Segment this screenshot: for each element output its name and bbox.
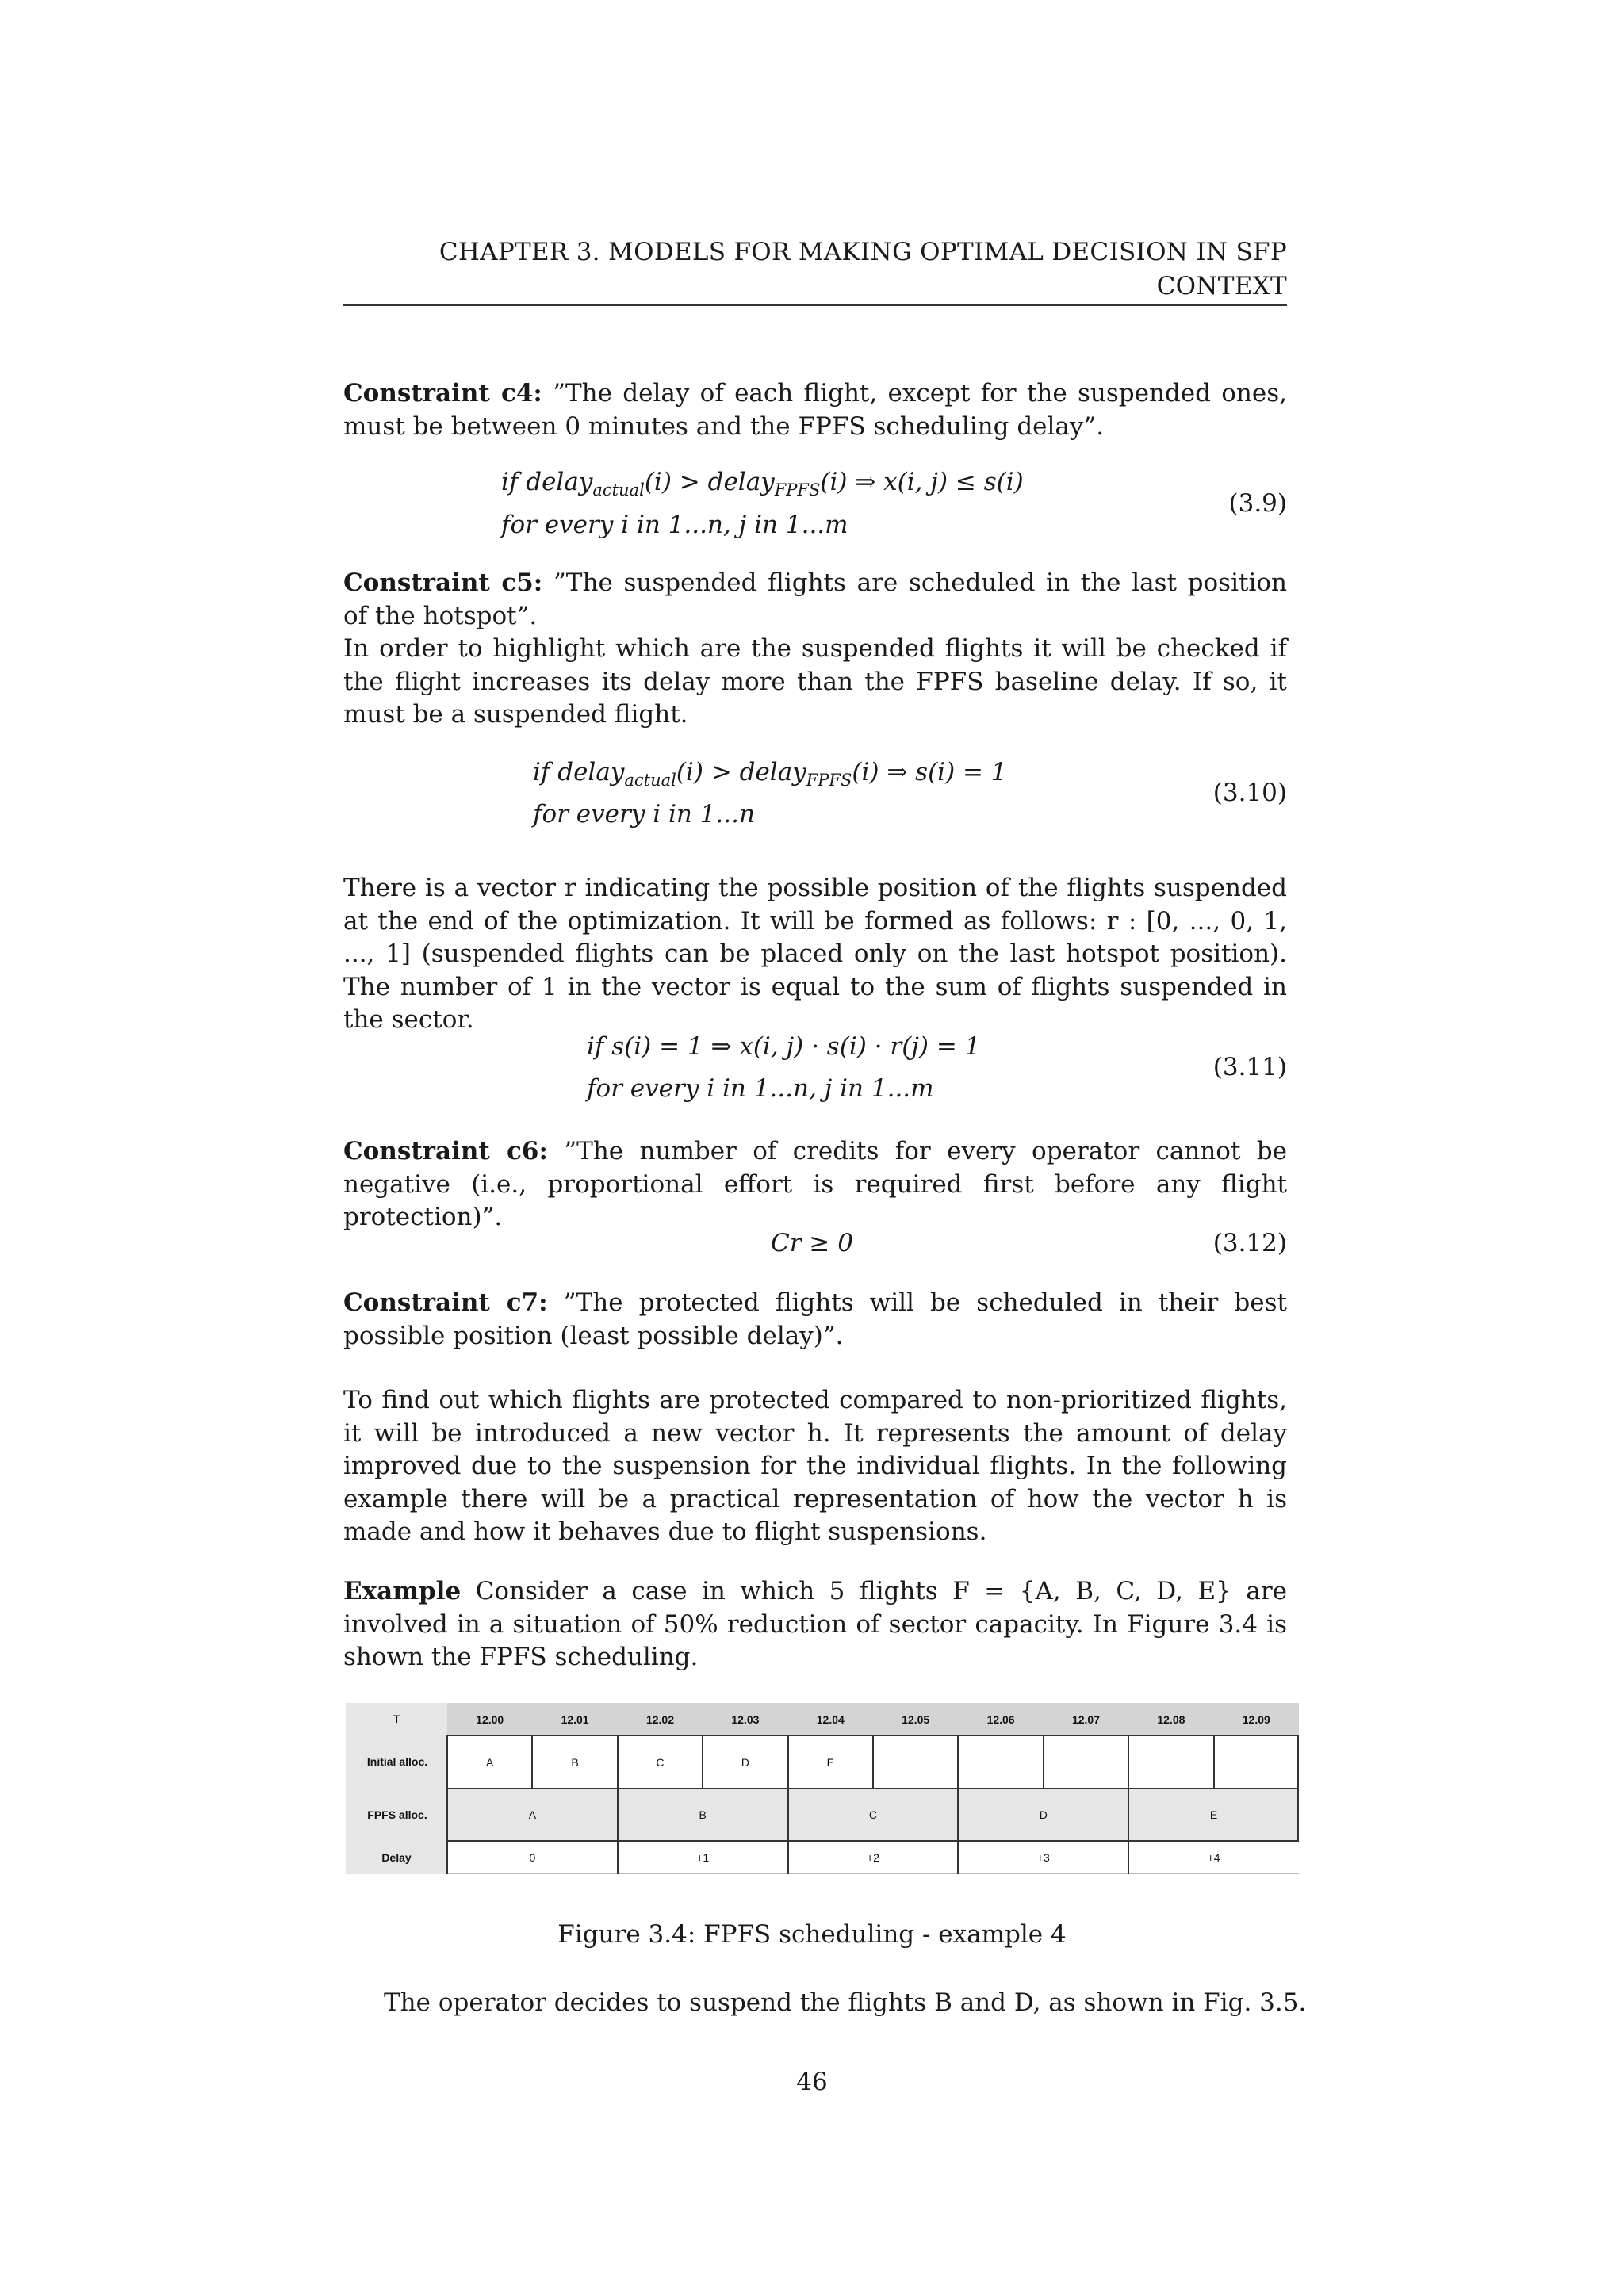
constraint-c5-text2: In order to highlight which are the suspended flights it will be checked if the flight increases its delay more than the FPFS baseline delay. If so, it must be a suspended flight. bbox=[343, 634, 1287, 729]
eq39-sub-actual: actual bbox=[592, 480, 645, 500]
initial-alloc-cell: B bbox=[571, 1755, 579, 1769]
fpfs-alloc-cell: A bbox=[528, 1808, 537, 1821]
grid-line bbox=[787, 1735, 789, 1789]
equation-3-11-line2: for every i in 1...n, j in 1...m bbox=[587, 1074, 934, 1103]
fpfs-schedule-table bbox=[346, 1703, 1299, 1874]
example-text: Consider a case in which 5 flights F = {A, B, C, D, E} are involved in a situation of 50% reduction of sector capacity. In Figure 3.4 is shown the FPFS scheduling. bbox=[343, 1577, 1287, 1671]
eq39-part: if delay bbox=[501, 468, 593, 496]
constraint-c7 bbox=[343, 1287, 1287, 1353]
time-tick-12-05: 12.05 bbox=[902, 1712, 930, 1726]
constraint-c6-title: Constraint c6: bbox=[343, 1137, 548, 1165]
grid-line bbox=[1128, 1789, 1129, 1874]
grid-line bbox=[617, 1789, 619, 1874]
initial-alloc-cell: C bbox=[656, 1755, 665, 1769]
grid-line bbox=[787, 1789, 789, 1874]
initial-alloc-cell bbox=[1128, 1735, 1213, 1789]
grid-line bbox=[447, 1873, 1299, 1874]
constraint-c6-text: ”The number of credits for every operator cannot be negative (i.e., proportional effort is required first before any flight protection)”. bbox=[343, 1137, 1287, 1231]
eq39-sub-fpfs: FPFS bbox=[774, 480, 821, 500]
equation-3-9-number: (3.9) bbox=[1228, 489, 1287, 518]
time-tick-12-07: 12.07 bbox=[1071, 1712, 1101, 1726]
fpfs-alloc-cell: C bbox=[868, 1808, 878, 1821]
initial-alloc-cell bbox=[1214, 1735, 1299, 1789]
grid-line bbox=[957, 1789, 959, 1874]
constraint-c7-text: ”The protected flights will be scheduled in their best possible position (least possible delay)”. bbox=[343, 1288, 1287, 1350]
equation-3-10-number: (3.10) bbox=[1212, 779, 1287, 807]
header-rule bbox=[343, 304, 1287, 306]
delay-cell: +1 bbox=[696, 1851, 710, 1864]
page-number: 46 bbox=[796, 2068, 828, 2096]
delay-cell: +4 bbox=[1207, 1851, 1220, 1864]
time-tick-12-02: 12.02 bbox=[645, 1712, 675, 1726]
equation-3-10-line2: for every i in 1...n bbox=[533, 800, 755, 828]
row-label-fpfs-alloc: FPFS alloc. bbox=[367, 1808, 427, 1821]
grid-line bbox=[1128, 1735, 1129, 1789]
time-tick-12-01: 12.01 bbox=[561, 1712, 589, 1726]
grid-line bbox=[1297, 1735, 1299, 1841]
vector-r-paragraph: There is a vector r indicating the possible position of the flights suspended at the end of the optimization. It will be formed as follows: r : [0, ..., 0, 1, ..., 1] (suspended flights can be placed only on the last hotspot position). The number of 1 in the vector is equal to the sum of flights suspended in the sector. bbox=[343, 874, 1287, 1034]
constraint-c6 bbox=[343, 1135, 1287, 1234]
constraint-c7-title: Constraint c7: bbox=[343, 1288, 548, 1317]
grid-line bbox=[447, 1840, 1299, 1842]
row-label-delay: Delay bbox=[381, 1850, 412, 1864]
initial-alloc-cell: D bbox=[741, 1755, 749, 1769]
initial-alloc-cell: A bbox=[486, 1755, 494, 1769]
eq310-part: (i) ⇒ s(i) = 1 bbox=[852, 758, 1007, 786]
equation-3-12: Cr ≥ 0 bbox=[771, 1229, 853, 1257]
grid-line bbox=[872, 1735, 874, 1789]
fpfs-alloc-cell: D bbox=[1039, 1808, 1048, 1821]
eq39-part: (i) > delay bbox=[644, 468, 775, 496]
time-tick-12-04: 12.04 bbox=[816, 1712, 845, 1726]
fpfs-alloc-cell: E bbox=[1209, 1808, 1218, 1821]
equation-3-11-number: (3.11) bbox=[1212, 1053, 1287, 1081]
constraint-c4 bbox=[343, 377, 1287, 443]
grid-line bbox=[617, 1735, 619, 1789]
constraint-c5-text: ”The suspended flights are scheduled in the last position of the hotspot”. bbox=[343, 568, 1287, 630]
grid-line bbox=[531, 1735, 533, 1789]
running-header bbox=[343, 235, 1287, 304]
header-line-1: CHAPTER 3. MODELS FOR MAKING OPTIMAL DECISION IN SFP bbox=[439, 238, 1287, 266]
time-tick-12-03: 12.03 bbox=[731, 1712, 760, 1726]
grid-line bbox=[702, 1735, 703, 1789]
initial-alloc-cell bbox=[958, 1735, 1043, 1789]
grid-line bbox=[446, 1735, 448, 1874]
initial-alloc-cell: E bbox=[826, 1755, 834, 1769]
constraint-c5-title: Constraint c5: bbox=[343, 568, 543, 597]
time-tick-12-09: 12.09 bbox=[1242, 1712, 1270, 1726]
delay-cell: +2 bbox=[867, 1851, 879, 1864]
eq310-part: (i) > delay bbox=[676, 758, 806, 786]
equation-3-12-number: (3.12) bbox=[1212, 1229, 1287, 1257]
equation-3-9-line2: for every i in 1...n, j in 1...m bbox=[501, 511, 848, 539]
equation-3-11-line1: if s(i) = 1 ⇒ x(i, j) · s(i) · r(j) = 1 bbox=[587, 1032, 981, 1061]
equation-3-9-line1 bbox=[501, 466, 1024, 507]
time-tick-12-08: 12.08 bbox=[1157, 1712, 1185, 1726]
grid-line bbox=[957, 1735, 959, 1789]
grid-line bbox=[1043, 1735, 1044, 1789]
grid-line bbox=[1213, 1735, 1215, 1789]
row-label-t: T bbox=[393, 1712, 400, 1725]
figure-caption: Figure 3.4: FPFS scheduling - example 4 bbox=[557, 1920, 1067, 1949]
delay-cell: +3 bbox=[1036, 1851, 1050, 1864]
constraint-c5 bbox=[343, 567, 1287, 732]
example-title: Example bbox=[343, 1577, 462, 1605]
eq39-part: (i) ⇒ x(i, j) ≤ s(i) bbox=[820, 468, 1024, 496]
time-tick-12-06: 12.06 bbox=[986, 1712, 1015, 1726]
vector-h-paragraph: To find out which flights are protected compared to non-prioritized flights, it will be introduced a new vector h. It represents the amount of delay improved due to the suspension for the individual flights. In the following example there will be a practical representation of how the vector h is made and how it behaves due to flight suspensions. bbox=[343, 1386, 1287, 1546]
closing-paragraph: The operator decides to suspend the flights B and D, as shown in Fig. 3.5. bbox=[384, 1988, 1307, 2017]
time-tick-12-00: 12.00 bbox=[476, 1712, 504, 1726]
eq310-sub-fpfs: FPFS bbox=[806, 771, 852, 790]
row-label-initial-alloc: Initial alloc. bbox=[366, 1755, 428, 1768]
constraint-c4-text: ”The delay of each flight, except for the suspended ones, must be between 0 minutes and the FPFS scheduling delay”. bbox=[343, 379, 1287, 441]
initial-alloc-cell bbox=[1044, 1735, 1128, 1789]
constraint-c4-title: Constraint c4: bbox=[343, 379, 542, 408]
header-line-2: CONTEXT bbox=[1156, 272, 1287, 300]
eq310-part: if delay bbox=[533, 758, 625, 786]
delay-cell: 0 bbox=[529, 1851, 536, 1864]
example-paragraph bbox=[343, 1575, 1287, 1674]
equation-3-10-line1 bbox=[533, 756, 1007, 797]
fpfs-alloc-cell: B bbox=[699, 1808, 707, 1821]
initial-alloc-cell bbox=[873, 1735, 958, 1789]
eq310-sub-actual: actual bbox=[624, 771, 676, 790]
